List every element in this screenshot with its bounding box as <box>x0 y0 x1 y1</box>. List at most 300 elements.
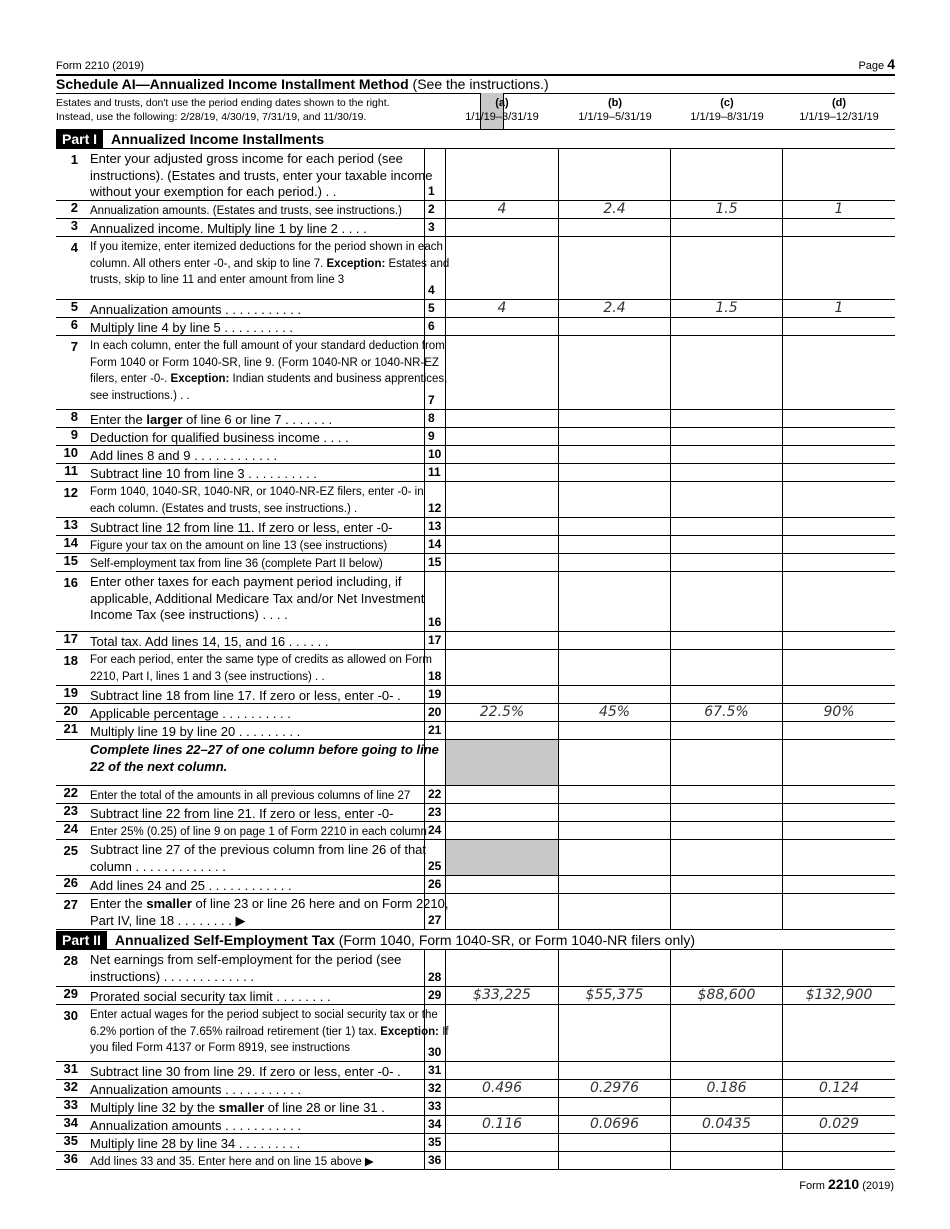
line-5-col-a[interactable]: 4 <box>446 300 559 317</box>
line-description: Subtract line 18 from line 17. If zero or less, enter -0- . <box>90 688 401 703</box>
form-line-28 <box>56 950 895 987</box>
line-description: If you itemize, enter itemized deductions for the period shown in each column. All others enter -0-, and skip to line 7. Exception: Estates and trusts, skip to line 11 and enter amount from line 3 <box>90 241 450 286</box>
form-line-11 <box>56 464 895 482</box>
line-description: Subtract line 12 from line 11. If zero or less, enter -0- <box>90 520 393 535</box>
line-13-col-d[interactable] <box>783 518 895 535</box>
line-34-col-d[interactable]: 0.029 <box>818 1116 860 1132</box>
line-36-col-a[interactable] <box>446 1152 559 1169</box>
line-number: 8 <box>70 409 78 424</box>
line-27-col-b[interactable] <box>559 894 671 929</box>
line-26-col-c[interactable] <box>671 876 783 893</box>
line-30-col-a[interactable] <box>446 1005 559 1061</box>
line-32-col-d[interactable]: 0.124 <box>818 1080 860 1096</box>
line-box-number: 21 <box>428 723 442 737</box>
line-16-col-a[interactable] <box>446 572 559 631</box>
line-8-col-a[interactable] <box>446 410 559 427</box>
line-number: 29 <box>63 986 78 1001</box>
line-number: 15 <box>63 553 78 568</box>
line-number: 3 <box>70 218 78 233</box>
line-21-col-d[interactable] <box>783 722 895 739</box>
line-29-col-d[interactable]: $132,900 <box>805 987 873 1003</box>
line-15-col-c[interactable] <box>671 554 783 571</box>
line-description: Annualization amounts . . . . . . . . . . . <box>90 302 301 317</box>
form-line-29 <box>56 987 895 1005</box>
line-28-col-d[interactable] <box>783 950 895 986</box>
line-27-col-a[interactable] <box>446 894 559 929</box>
line-30-col-d[interactable] <box>783 1005 895 1061</box>
form-line-16 <box>56 572 895 632</box>
line-33-col-a[interactable] <box>446 1098 559 1115</box>
form-line-22 <box>56 786 895 804</box>
line-34-col-c[interactable]: 0.0435 <box>671 1116 783 1133</box>
line-description: Subtract line 27 of the previous column from line 26 of that column . . . . . . . . . . . . . <box>90 842 427 874</box>
form-line-12 <box>56 482 895 518</box>
line-1-col-c[interactable] <box>671 149 783 200</box>
line-22-col-b[interactable] <box>559 786 671 803</box>
line-15-col-a[interactable] <box>446 554 559 571</box>
line-20-col-d[interactable]: 90% <box>823 704 855 720</box>
form-line-13 <box>56 518 895 536</box>
page-header <box>56 54 895 74</box>
line-box-number: 22 <box>428 787 442 801</box>
line-23-col-d[interactable] <box>783 804 895 821</box>
form-line-21 <box>56 722 895 740</box>
line-16-col-c[interactable] <box>671 572 783 631</box>
line-9-col-c[interactable] <box>671 428 783 445</box>
line-box-number: 4 <box>428 283 435 297</box>
line-number: 35 <box>63 1133 78 1148</box>
line-number: 14 <box>63 535 78 550</box>
line-18-col-b[interactable] <box>559 650 671 685</box>
line-description: Subtract line 30 from line 29. If zero or less, enter -0- . <box>90 1064 401 1079</box>
line-33-col-b[interactable] <box>559 1098 671 1115</box>
line-box-number: 23 <box>428 805 442 819</box>
line-box-number: 8 <box>428 411 435 425</box>
line-7-col-b[interactable] <box>559 336 671 409</box>
line-x-col-c[interactable] <box>671 740 783 785</box>
line-8-col-c[interactable] <box>671 410 783 427</box>
line-box-number: 29 <box>428 988 442 1002</box>
line-box-number: 18 <box>428 669 442 683</box>
line-description: Figure your tax on the amount on line 13 (see instructions) <box>90 540 388 552</box>
line-35-col-b[interactable] <box>559 1134 671 1151</box>
line-number: 13 <box>63 517 78 532</box>
line-description: Deduction for qualified business income . . . . <box>90 430 349 445</box>
line-21-col-b[interactable] <box>559 722 671 739</box>
line-16-col-b[interactable] <box>559 572 671 631</box>
line-description: For each period, enter the same type of credits as allowed on Form 2210, Part I, lines 1 and 3 (see instructions) . . <box>90 654 432 683</box>
line-box-number: 16 <box>428 615 442 629</box>
form-line-19 <box>56 686 895 704</box>
line-28-col-a[interactable] <box>446 950 559 986</box>
line-13-col-c[interactable] <box>671 518 783 535</box>
line-number: 4 <box>70 240 78 255</box>
line-6-col-c[interactable] <box>671 318 783 335</box>
form-line-26 <box>56 876 895 894</box>
line-24-col-a[interactable] <box>446 822 559 839</box>
line-3-col-a[interactable] <box>446 219 559 236</box>
line-18-col-d[interactable] <box>783 650 895 685</box>
line-6-col-a[interactable] <box>446 318 559 335</box>
line-number: 17 <box>63 631 78 646</box>
line-box-number: 2 <box>428 202 435 216</box>
line-2-col-c[interactable]: 1.5 <box>671 201 783 218</box>
line-4-col-a[interactable] <box>446 237 559 299</box>
line-29-col-b[interactable]: $55,375 <box>559 987 671 1004</box>
line-number: 5 <box>70 299 78 314</box>
line-16-col-d[interactable] <box>783 572 895 631</box>
line-18-col-a[interactable] <box>446 650 559 685</box>
line-description: Enter your adjusted gross income for each period (see instructions). (Estates and trusts, enter your taxable income without your exemption for each period.) . . <box>90 151 433 199</box>
line-number: 16 <box>63 575 78 590</box>
line-1-col-b[interactable] <box>559 149 671 200</box>
line-description: Net earnings from self-employment for the period (see instructions) . . . . . . . . . . . . . <box>90 952 402 984</box>
line-33-col-d[interactable] <box>783 1098 895 1115</box>
line-x-col-d[interactable] <box>783 740 895 785</box>
form-line-6 <box>56 318 895 336</box>
line-35-col-d[interactable] <box>783 1134 895 1151</box>
line-11-col-a[interactable] <box>446 464 559 481</box>
form-line-18 <box>56 650 895 686</box>
line-9-col-b[interactable] <box>559 428 671 445</box>
line-34-col-b[interactable]: 0.0696 <box>559 1116 671 1133</box>
line-10-col-a[interactable] <box>446 446 559 463</box>
form-line-30 <box>56 1005 895 1062</box>
line-27-col-c[interactable] <box>671 894 783 929</box>
line-box-number: 9 <box>428 429 435 443</box>
column-note: Estates and trusts, don't use the period ending dates shown to the right. Instead, use the following: 2/28/19, 4/30/19, 7/31/19, and 11/30/19. <box>56 97 390 123</box>
line-32-col-a[interactable]: 0.496 <box>446 1080 559 1097</box>
column-b: (b) 1/1/19–5/31/19 <box>578 97 652 123</box>
line-20-col-a[interactable]: 22.5% <box>446 704 559 721</box>
line-number: 10 <box>63 445 78 460</box>
line-box-number: 26 <box>428 877 442 891</box>
line-32-col-c[interactable]: 0.186 <box>671 1080 783 1097</box>
line-30-col-b[interactable] <box>559 1005 671 1061</box>
line-number: 9 <box>70 427 78 442</box>
form-line-1 <box>56 149 895 201</box>
line-14-col-d[interactable] <box>783 536 895 553</box>
line-19-col-b[interactable] <box>559 686 671 703</box>
line-27-col-d[interactable] <box>783 894 895 929</box>
line-number: 12 <box>63 485 78 500</box>
line-6-col-d[interactable] <box>783 318 895 335</box>
line-31-col-d[interactable] <box>783 1062 895 1079</box>
line-number: 22 <box>63 785 78 800</box>
line-number: 11 <box>64 463 78 478</box>
line-25-col-c[interactable] <box>671 840 783 875</box>
line-number: 7 <box>70 339 78 354</box>
line-24-col-d[interactable] <box>783 822 895 839</box>
line-18-col-c[interactable] <box>671 650 783 685</box>
line-box-number: 13 <box>428 519 442 533</box>
form-line-8 <box>56 410 895 428</box>
line-description: Prorated social security tax limit . . . . . . . . <box>90 989 331 1004</box>
page-footer: Form 2210 (2019) <box>799 1176 894 1192</box>
line-number: 34 <box>63 1115 78 1130</box>
line-description: Multiply line 4 by line 5 . . . . . . . . . . <box>90 320 294 335</box>
line-26-col-b[interactable] <box>559 876 671 893</box>
line-12-col-d[interactable] <box>783 482 895 517</box>
line-description: Enter the smaller of line 23 or line 26 here and on Form 2210, Part IV, line 18 . . . . . . . . ▶ <box>90 896 449 928</box>
line-number: 25 <box>63 843 78 858</box>
form-line-7 <box>56 336 895 410</box>
line-20-col-b[interactable]: 45% <box>559 704 671 721</box>
line-number: 18 <box>63 653 78 668</box>
line-21-col-c[interactable] <box>671 722 783 739</box>
form-line-33 <box>56 1098 895 1116</box>
line-box-number: 36 <box>428 1153 442 1167</box>
line-9-col-d[interactable] <box>783 428 895 445</box>
line-4-col-b[interactable] <box>559 237 671 299</box>
line-23-col-a[interactable] <box>446 804 559 821</box>
line-32-col-b[interactable]: 0.2976 <box>559 1080 671 1097</box>
line-8-col-d[interactable] <box>783 410 895 427</box>
line-3-col-b[interactable] <box>559 219 671 236</box>
form-line-5 <box>56 300 895 318</box>
line-31-col-a[interactable] <box>446 1062 559 1079</box>
line-box-number: 20 <box>428 705 442 719</box>
line-description: Total tax. Add lines 14, 15, and 16 . . . . . . <box>90 634 329 649</box>
line-35-col-c[interactable] <box>671 1134 783 1151</box>
form-line-17 <box>56 632 895 650</box>
line-description: Add lines 24 and 25 . . . . . . . . . . . . <box>90 878 292 893</box>
line-5-col-b[interactable]: 2.4 <box>559 300 671 317</box>
line-number: 27 <box>63 897 78 912</box>
line-4-col-c[interactable] <box>671 237 783 299</box>
form-label: Form 2210 (2019) <box>56 60 145 72</box>
line-description: Enter the total of the amounts in all previous columns of line 27 <box>90 790 411 802</box>
line-number: 28 <box>63 953 78 968</box>
line-number: 21 <box>63 721 78 736</box>
line-number: 36 <box>63 1151 78 1166</box>
page-number: Page 4 <box>858 56 895 72</box>
line-box-number: 14 <box>428 537 442 551</box>
line-number: 24 <box>63 821 78 836</box>
line-26-col-a[interactable] <box>446 876 559 893</box>
line-33-col-c[interactable] <box>671 1098 783 1115</box>
line-box-number: 3 <box>428 220 435 234</box>
line-description: In each column, enter the full amount of your standard deduction from Form 1040 or Form 1040-SR, line 9. (Form 1040-NR or 1040-NR-EZ filers, enter -0-. Exception: Indian students and business apprentices, see instructions.) . . <box>90 340 448 402</box>
line-15-col-b[interactable] <box>559 554 671 571</box>
line-31-col-c[interactable] <box>671 1062 783 1079</box>
line-6-col-b[interactable] <box>559 318 671 335</box>
line-17-col-a[interactable] <box>446 632 559 649</box>
line-box-number: 27 <box>428 913 442 927</box>
line-12-col-c[interactable] <box>671 482 783 517</box>
line-36-col-d[interactable] <box>783 1152 895 1169</box>
line-4-col-d[interactable] <box>783 237 895 299</box>
line-box-number: 33 <box>428 1099 442 1113</box>
line-1-col-a[interactable] <box>446 149 559 200</box>
line-description: Self-employment tax from line 36 (complete Part II below) <box>90 558 383 570</box>
line-description: Multiply line 28 by line 34 . . . . . . . . . <box>90 1136 301 1151</box>
line-number: 23 <box>63 803 78 818</box>
line-number: 33 <box>63 1097 78 1112</box>
line-number: 32 <box>63 1079 78 1094</box>
form-line-10 <box>56 446 895 464</box>
line-description: Enter other taxes for each payment period including, if applicable, Additional Medicare Tax and/or Net Investment Income Tax (see instructions) . . . . <box>90 574 425 622</box>
line-9-col-a[interactable] <box>446 428 559 445</box>
line-box <box>424 740 446 785</box>
line-description: Annualization amounts . . . . . . . . . . . <box>90 1118 301 1133</box>
line-8-col-b[interactable] <box>559 410 671 427</box>
line-13-col-b[interactable] <box>559 518 671 535</box>
line-box-number: 17 <box>428 633 442 647</box>
line-23-col-c[interactable] <box>671 804 783 821</box>
line-25-col-d[interactable] <box>783 840 895 875</box>
line-29-col-c[interactable]: $88,600 <box>671 987 783 1004</box>
form-line-2 <box>56 201 895 219</box>
line-2-col-d[interactable]: 1 <box>834 201 844 217</box>
line-10-col-b[interactable] <box>559 446 671 463</box>
line-19-col-a[interactable] <box>446 686 559 703</box>
form-line-24 <box>56 822 895 840</box>
line-7-col-d[interactable] <box>783 336 895 409</box>
line-2-col-a[interactable]: 4 <box>446 201 559 218</box>
line-number: 2 <box>70 200 78 215</box>
line-26-col-d[interactable] <box>783 876 895 893</box>
form-line-15 <box>56 554 895 572</box>
line-description: Annualization amounts. (Estates and trusts, see instructions.) <box>90 205 402 217</box>
form-line-23 <box>56 804 895 822</box>
line-19-col-d[interactable] <box>783 686 895 703</box>
line-description: Multiply line 32 by the smaller of line 28 or line 31 . <box>90 1100 385 1115</box>
line-17-col-b[interactable] <box>559 632 671 649</box>
line-number: 26 <box>63 875 78 890</box>
line-20-col-c[interactable]: 67.5% <box>671 704 783 721</box>
line-description: Annualized income. Multiply line 1 by line 2 . . . . <box>90 221 367 236</box>
line-description: Enter 25% (0.25) of line 9 on page 1 of Form 2210 in each column <box>90 826 427 838</box>
line-30-col-c[interactable] <box>671 1005 783 1061</box>
line-box-number: 10 <box>428 447 442 461</box>
line-1-col-d[interactable] <box>783 149 895 200</box>
line-34-col-a[interactable]: 0.116 <box>446 1116 559 1133</box>
line-23-col-b[interactable] <box>559 804 671 821</box>
column-a: (a) 1/1/19–3/31/19 <box>465 97 539 123</box>
line-description: Enter actual wages for the period subject to social security tax or the 6.2% portion of the 7.65% railroad retirement (tier 1) tax. Exception: If you filed Form 4137 or Form 8919, see instructions <box>90 1009 449 1054</box>
schedule-title: Schedule AI—Annualized Income Installment Method (See the instructions.) <box>56 76 895 94</box>
line-description: Form 1040, 1040-SR, 1040-NR, or 1040-NR-EZ filers, enter -0- in each column. (Estates and trusts, see instructions.) . <box>90 486 424 515</box>
line-box-number: 32 <box>428 1081 442 1095</box>
form-line-36 <box>56 1152 895 1170</box>
line-description: Subtract line 22 from line 21. If zero or less, enter -0- <box>90 806 394 821</box>
line-14-col-b[interactable] <box>559 536 671 553</box>
line-24-col-c[interactable] <box>671 822 783 839</box>
line-28-col-c[interactable] <box>671 950 783 986</box>
form-line-34 <box>56 1116 895 1134</box>
form-line-9 <box>56 428 895 446</box>
line-12-col-a[interactable] <box>446 482 559 517</box>
line-description: Add lines 33 and 35. Enter here and on line 15 above ▶ <box>90 1156 374 1168</box>
line-3-col-c[interactable] <box>671 219 783 236</box>
line-2-col-b[interactable]: 2.4 <box>559 201 671 218</box>
line-box-number: 25 <box>428 859 442 873</box>
part-1-header: Part I Annualized Income Installments <box>56 130 895 149</box>
line-box-number: 1 <box>428 184 435 198</box>
column-d: (d) 1/1/19–12/31/19 <box>799 97 879 123</box>
form-line-27 <box>56 894 895 930</box>
form-line-3 <box>56 219 895 237</box>
line-13-col-a[interactable] <box>446 518 559 535</box>
form-line-35 <box>56 1134 895 1152</box>
line-24-col-b[interactable] <box>559 822 671 839</box>
line-x-col-b[interactable] <box>559 740 671 785</box>
line-description: Multiply line 19 by line 20 . . . . . . . . . <box>90 724 301 739</box>
line-box-number: 34 <box>428 1117 442 1131</box>
line-31-col-b[interactable] <box>559 1062 671 1079</box>
line-7-col-a[interactable] <box>446 336 559 409</box>
form-line-32 <box>56 1080 895 1098</box>
line-number: 6 <box>70 317 78 332</box>
line-x-col-a[interactable] <box>446 740 559 785</box>
line-14-col-a[interactable] <box>446 536 559 553</box>
line-box-number: 19 <box>428 687 442 701</box>
line-21-col-a[interactable] <box>446 722 559 739</box>
line-10-col-c[interactable] <box>671 446 783 463</box>
form-line-20 <box>56 704 895 722</box>
line-28-col-b[interactable] <box>559 950 671 986</box>
line-5-col-c[interactable]: 1.5 <box>671 300 783 317</box>
line-3-col-d[interactable] <box>783 219 895 236</box>
line-number: 20 <box>63 703 78 718</box>
line-number: 19 <box>63 685 78 700</box>
line-19-col-c[interactable] <box>671 686 783 703</box>
line-17-col-d[interactable] <box>783 632 895 649</box>
line-10-col-d[interactable] <box>783 446 895 463</box>
line-22-col-d[interactable] <box>783 786 895 803</box>
line-description: Complete lines 22–27 of one column before going to line 22 of the next column. <box>90 742 439 774</box>
line-22-col-c[interactable] <box>671 786 783 803</box>
form-line-25 <box>56 840 895 876</box>
line-11-col-b[interactable] <box>559 464 671 481</box>
line-15-col-d[interactable] <box>783 554 895 571</box>
line-number: 30 <box>63 1008 78 1023</box>
line-12-col-b[interactable] <box>559 482 671 517</box>
line-11-col-d[interactable] <box>783 464 895 481</box>
line-box-number: 12 <box>428 501 442 515</box>
line-36-col-b[interactable] <box>559 1152 671 1169</box>
form-line-31 <box>56 1062 895 1080</box>
line-14-col-c[interactable] <box>671 536 783 553</box>
line-35-col-a[interactable] <box>446 1134 559 1151</box>
line-7-col-c[interactable] <box>671 336 783 409</box>
line-box-number: 11 <box>428 465 441 479</box>
line-box-number: 7 <box>428 393 435 407</box>
form-line-14 <box>56 536 895 554</box>
line-description: Subtract line 10 from line 3 . . . . . . . . . . <box>90 466 317 481</box>
line-25-col-b[interactable] <box>559 840 671 875</box>
line-description: Applicable percentage . . . . . . . . . . <box>90 706 291 721</box>
line-17-col-c[interactable] <box>671 632 783 649</box>
line-box-number: 30 <box>428 1045 442 1059</box>
line-5-col-d[interactable]: 1 <box>834 300 844 316</box>
line-description: Enter the larger of line 6 or line 7 . . . . . . . <box>90 412 333 427</box>
line-29-col-a[interactable]: $33,225 <box>446 987 559 1004</box>
line-36-col-c[interactable] <box>671 1152 783 1169</box>
line-box-number: 5 <box>428 301 435 315</box>
line-25-col-a[interactable] <box>446 840 559 875</box>
column-c: (c) 1/1/19–8/31/19 <box>690 97 764 123</box>
line-box-number: 24 <box>428 823 442 837</box>
line-22-col-a[interactable] <box>446 786 559 803</box>
line-box-number: 6 <box>428 319 435 333</box>
line-description: Annualization amounts . . . . . . . . . . . <box>90 1082 301 1097</box>
line-box-number: 31 <box>428 1063 442 1077</box>
line-11-col-c[interactable] <box>671 464 783 481</box>
form-line-instruction <box>56 740 895 786</box>
form-line-4 <box>56 237 895 300</box>
